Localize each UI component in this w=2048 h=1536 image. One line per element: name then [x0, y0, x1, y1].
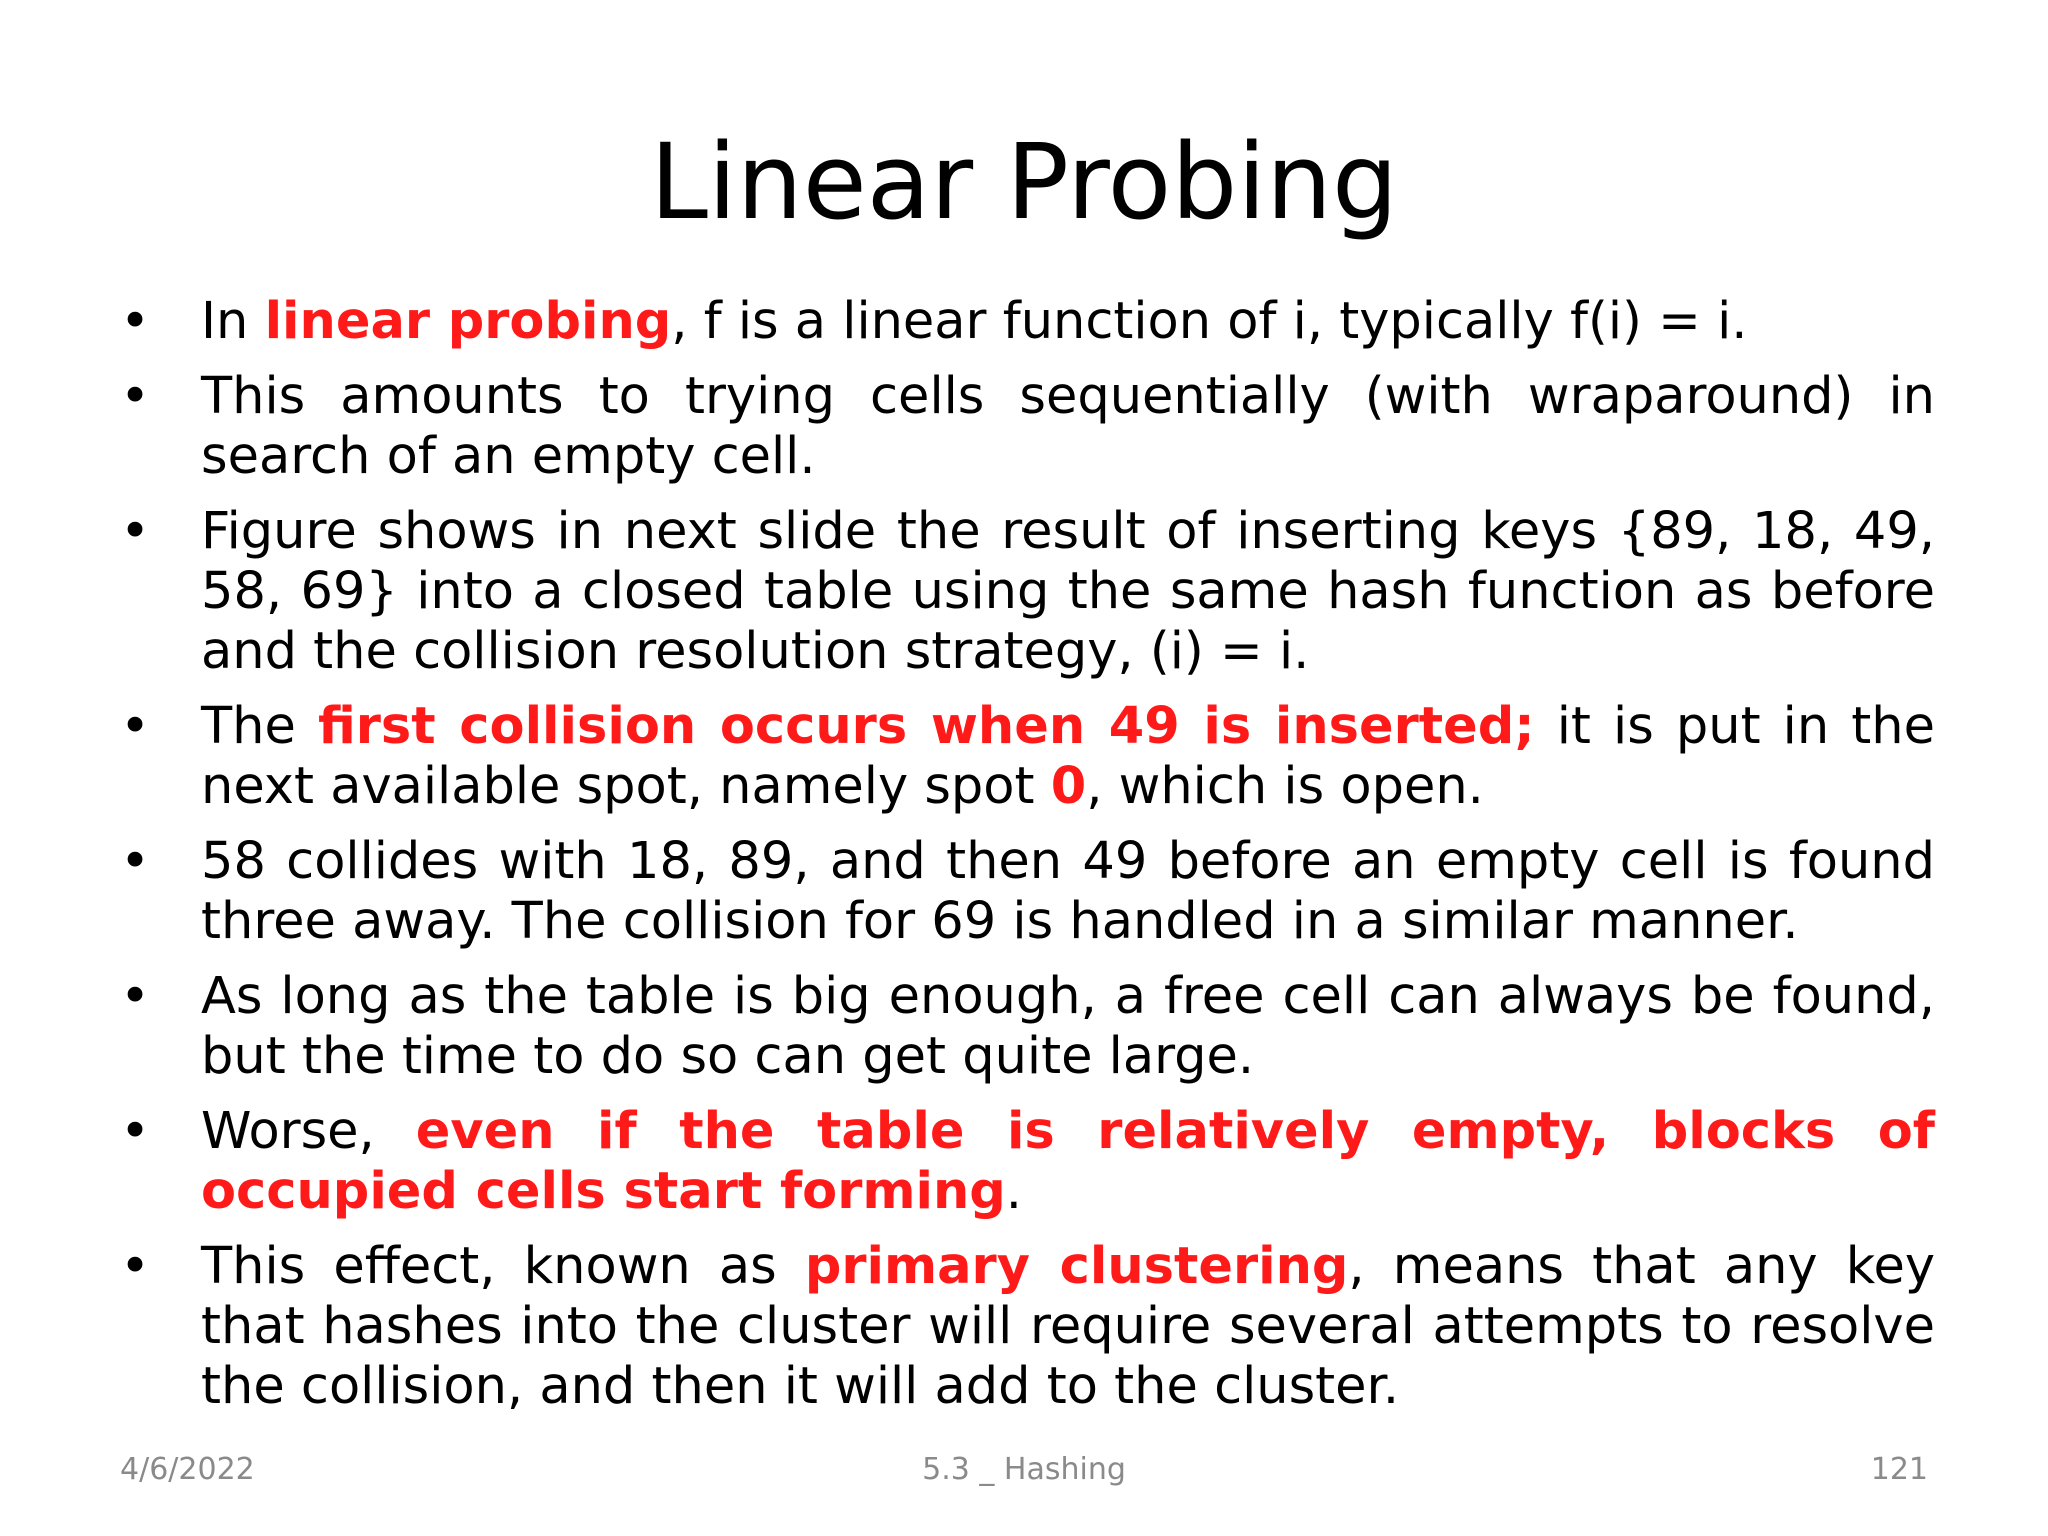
highlighted-text: linear probing	[264, 292, 672, 351]
footer-date: 4/6/2022	[120, 1452, 255, 1487]
bullet-text-segment: .	[1005, 1162, 1023, 1221]
bullet-text-segment: Worse,	[201, 1102, 416, 1161]
bullet-list	[120, 292, 1935, 1432]
highlighted-text: even if the table is relatively empty, blocks of occupied cells start forming	[201, 1102, 1935, 1221]
bullet-text-segment: , which is open.	[1086, 757, 1484, 816]
bullet-dot-icon: •	[120, 1237, 151, 1296]
bullet-text-segment: , f is a linear function of i, typically f(i) = i.	[671, 292, 1748, 351]
bullet-item	[120, 292, 1935, 352]
highlighted-text: first collision occurs when 49 is inserted;	[317, 697, 1535, 756]
bullet-text	[201, 1237, 1935, 1416]
bullet-item	[120, 1102, 1935, 1222]
bullet-item	[120, 697, 1935, 817]
bullet-dot-icon: •	[120, 1102, 151, 1161]
highlighted-text: primary clustering	[804, 1237, 1349, 1296]
bullet-dot-icon: •	[120, 502, 151, 561]
bullet-text-segment: it is put in the next available spot, namely spot	[201, 697, 1935, 816]
bullet-text	[201, 697, 1935, 816]
bullet-item	[120, 832, 1935, 952]
bullet-dot-icon: •	[120, 832, 151, 891]
slide-title: Linear Probing	[649, 121, 1399, 243]
bullet-dot-icon: •	[120, 697, 151, 756]
bullet-text	[201, 967, 1935, 1086]
bullet-text	[201, 292, 1747, 351]
bullet-text-segment: The	[201, 697, 318, 756]
bullet-text	[201, 1102, 1935, 1221]
bullet-text-segment: Figure shows in next slide the result of inserting keys {89, 18, 49, 58, 69} into a closed table using the same hash function as before and the collision resolution strategy, (i) = i.	[201, 502, 1935, 681]
footer-section-title: 5.3 _ Hashing	[922, 1452, 1126, 1487]
highlighted-text: 0	[1050, 757, 1087, 816]
bullet-text-segment: This amounts to trying cells sequentially (with wraparound) in search of an empty cell.	[201, 367, 1935, 486]
bullet-dot-icon: •	[120, 967, 151, 1026]
bullet-text-segment: As long as the table is big enough, a free cell can always be found, but the time to do so can get quite large.	[201, 967, 1935, 1086]
bullet-dot-icon: •	[120, 367, 151, 426]
bullet-text-segment: In	[201, 292, 265, 351]
bullet-item	[120, 502, 1935, 682]
bullet-item	[120, 967, 1935, 1087]
bullet-text	[201, 832, 1935, 951]
bullet-dot-icon: •	[120, 292, 151, 351]
bullet-item	[120, 367, 1935, 487]
bullet-text-segment: 58 collides with 18, 89, and then 49 before an empty cell is found three away. The collision for 69 is handled in a similar manner.	[201, 832, 1935, 951]
bullet-item	[120, 1237, 1935, 1417]
footer-page-number: 121	[1870, 1452, 1928, 1487]
bullet-text-segment: , means that any key that hashes into the cluster will require several attempts to resolve the collision, and then it will add to the cluster.	[201, 1237, 1935, 1416]
bullet-text	[201, 367, 1935, 486]
bullet-text	[201, 502, 1935, 681]
bullet-text-segment: This effect, known as	[201, 1237, 805, 1296]
